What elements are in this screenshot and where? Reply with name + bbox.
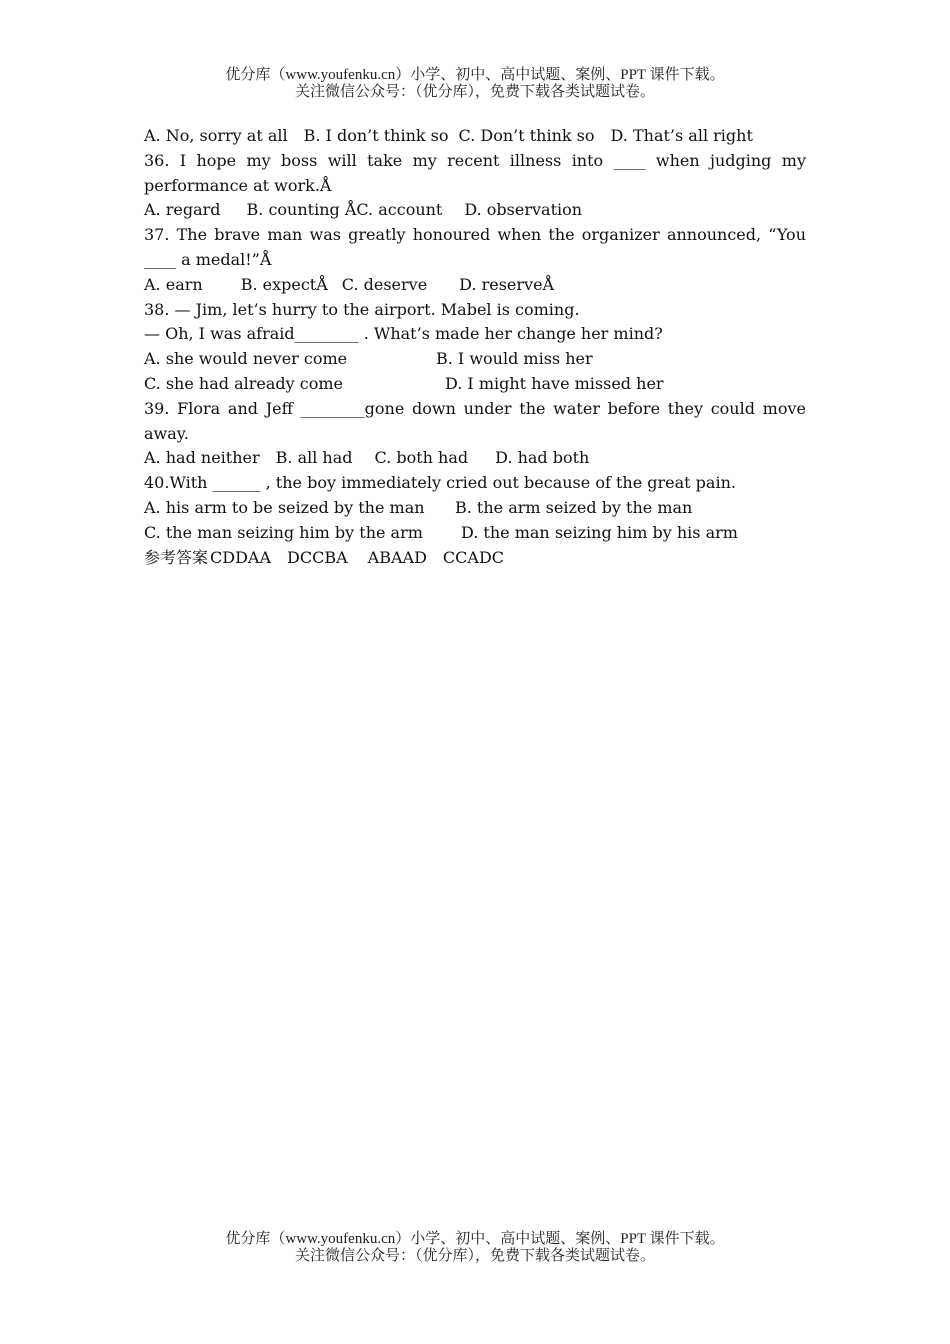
question-39 <box>144 397 806 471</box>
q35-option-b: B. I don’t think so <box>303 126 449 145</box>
q35-option-a: A. No, sorry at all <box>144 126 288 145</box>
q35-option-d: D. That’s all right <box>610 126 753 145</box>
q36-stem-line-1: 36. I hope my boss will take my recent illness into ____ when judging my <box>144 150 806 170</box>
q39-stem-line-2: away. <box>144 423 189 443</box>
question-36 <box>144 149 806 223</box>
answer-key-label: 参考答案 <box>144 547 209 567</box>
q37-option-b: B. expectÅ <box>240 274 328 294</box>
q38-stem-line-1: 38. — Jim, let’s hurry to the airport. Mabel is coming. <box>144 299 580 319</box>
footer-line-1: 优分库（www.youfenku.cn）小学、初中、高中试题、案例、PPT 课件下载。 <box>225 1231 725 1247</box>
answer-group-2: DCCBA <box>287 547 348 567</box>
q40-stem: 40.With ______ , the boy immediately cried out because of the great pain. <box>144 473 736 493</box>
page-footer <box>0 1231 950 1265</box>
header-line-1: 优分库（www.youfenku.cn）小学、初中、高中试题、案例、PPT 课件下载。 <box>225 67 725 83</box>
q40-options-row-2 <box>144 521 806 546</box>
q36-option-a: A. regard <box>144 200 221 220</box>
q40-option-b: B. the arm seized by the man <box>455 497 693 517</box>
q37-option-c: C. deserve <box>341 274 428 294</box>
q38-stem-line-2: — Oh, I was afraid________ . What’s made her change her mind? <box>144 324 663 344</box>
header-line-2: 关注微信公众号：（优分库），免费下载各类试题试卷。 <box>294 84 655 100</box>
q39-option-d: D. had both <box>495 448 590 468</box>
q36-options <box>144 198 806 223</box>
question-38 <box>144 298 806 397</box>
q39-option-b: B. all had <box>275 448 353 468</box>
q38-options-row-1 <box>144 347 806 372</box>
q37-options <box>144 273 806 298</box>
q36-stem-line-2: performance at work.Å <box>144 175 332 195</box>
q36-option-d: D. observation <box>464 200 583 220</box>
q38-option-c: C. she had already come <box>144 373 343 393</box>
q37-stem-line-2: ____ a medal!”Å <box>144 249 272 269</box>
footer-line-2: 关注微信公众号：（优分库），免费下载各类试题试卷。 <box>294 1248 655 1264</box>
q40-option-c: C. the man seizing him by the arm <box>144 522 423 542</box>
question-35-options <box>144 124 806 149</box>
q39-option-c: C. both had <box>374 448 469 468</box>
q38-option-a: A. she would never come <box>144 349 348 369</box>
question-40 <box>144 471 806 545</box>
page-header <box>0 67 950 101</box>
q40-options-row-1 <box>144 496 806 521</box>
q38-option-d: D. I might have missed her <box>445 373 664 393</box>
answer-group-4: CCADC <box>442 547 505 567</box>
document-body <box>144 124 806 570</box>
q38-option-b: B. I would miss her <box>436 349 593 369</box>
q39-stem-line-1: 39. Flora and Jeff ________gone down under the water before they could move <box>144 398 806 418</box>
q39-options <box>144 446 806 471</box>
q39-option-a: A. had neither <box>144 448 260 468</box>
q36-option-bc: B. counting ÅC. account <box>246 200 443 220</box>
q40-option-d: D. the man seizing him by his arm <box>461 522 738 542</box>
q35-option-c: C. Don’t think so <box>458 126 595 145</box>
q40-option-a: A. his arm to be seized by the man <box>144 497 425 517</box>
answer-group-3: ABAAD <box>367 547 427 567</box>
answer-key <box>144 546 806 571</box>
q37-option-d: D. reserveÅ <box>459 274 555 294</box>
q37-option-a: A. earn <box>144 274 203 294</box>
answer-group-1: CDDAA <box>210 547 272 567</box>
q38-options-row-2 <box>144 372 806 397</box>
q37-stem-line-1: 37. The brave man was greatly honoured when the organizer announced, “You <box>144 225 806 245</box>
question-37 <box>144 223 806 297</box>
